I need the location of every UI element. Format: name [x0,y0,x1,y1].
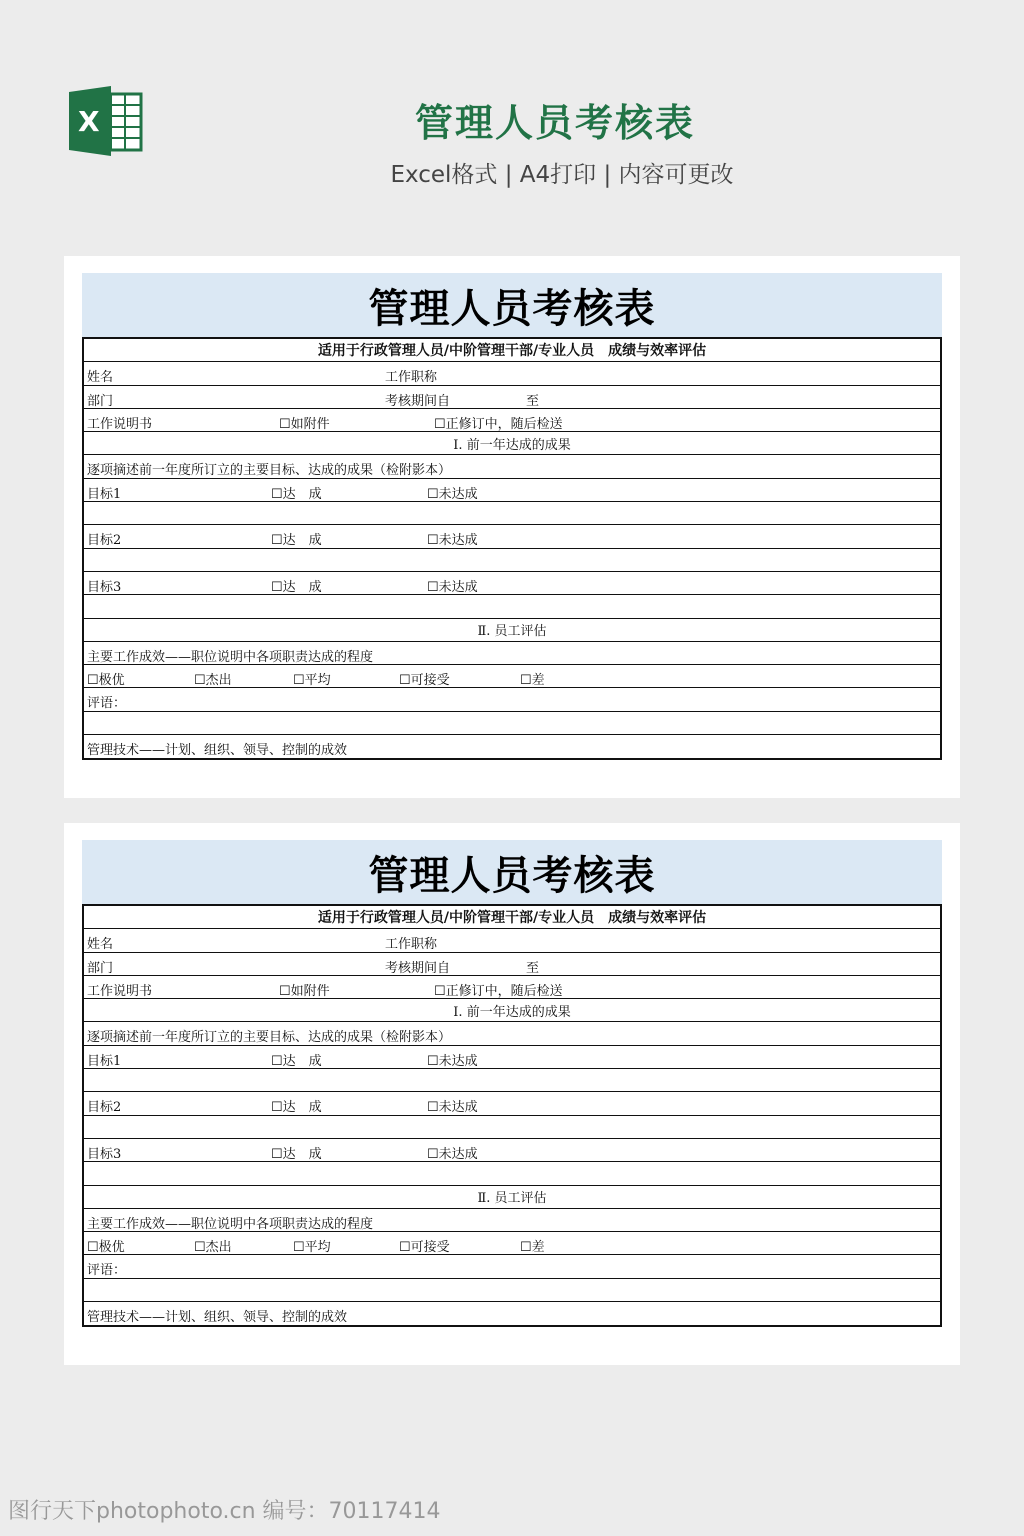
rating-checkbox[interactable]: ☐极优 [87,673,125,689]
revising-checkbox[interactable]: ☐正修订中，随后检送 [434,983,563,999]
not-achieved-checkbox[interactable]: ☐未达成 [427,486,478,502]
scope-text: 适用于行政管理人员/中阶管理干部/专业人员 成绩与效率评估 [317,343,707,360]
name-label: 姓名 [87,370,114,386]
department-row [84,953,940,976]
rating-checkbox[interactable]: ☐杰出 [194,1240,232,1256]
section2-title: Ⅱ. 员工评估 [477,1191,547,1207]
department-label: 部门 [87,393,114,409]
job-desc-label: 工作说明书 [87,983,153,999]
goal-row [84,525,940,548]
page-title: 管理人员考核表 [414,101,695,145]
job-title-label: 工作职称 [385,370,438,386]
main-work-label: 主要工作成效——职位说明中各项职责达成的程度 [87,1216,374,1232]
attached-checkbox[interactable]: ☐如附件 [279,983,330,999]
section1-title: Ⅰ. 前一年达成的成果 [453,1004,571,1020]
mgmt-skill-label: 管理技术——计划、组织、领导、控制的成效 [87,1310,348,1326]
section2-title: Ⅱ. 员工评估 [477,624,547,640]
instruction-row [84,455,940,478]
goal-label: 目标1 [87,1053,122,1069]
job-desc-row [84,976,940,999]
goal-label: 目标2 [87,1100,122,1116]
ratings-row [84,1232,940,1255]
section1-instruction: 逐项摘述前一年度所订立的主要目标、达成的成果（检附影本） [87,463,452,479]
attached-checkbox[interactable]: ☐如附件 [279,416,330,432]
blank-row [84,549,940,572]
svg-text:X: X [78,105,100,138]
not-achieved-checkbox[interactable]: ☐未达成 [427,1146,478,1162]
goal-row [84,1092,940,1115]
name-label: 姓名 [87,937,114,953]
job-desc-row [84,409,940,432]
blank-row [84,502,940,525]
form-preview-card [64,256,960,798]
mgmt-skill-row [84,1302,940,1325]
period-from-label: 考核期间自 [385,393,451,409]
department-row [84,386,940,409]
blank-row [84,595,940,618]
comment-label: 评语： [87,696,127,712]
goal-row [84,1046,940,1069]
not-achieved-checkbox[interactable]: ☐未达成 [427,1100,478,1116]
section1-title: Ⅰ. 前一年达成的成果 [453,437,571,453]
rating-checkbox[interactable]: ☐平均 [293,1240,331,1256]
scope-row [84,339,940,362]
evaluation-sheet [82,273,942,760]
ratings-row [84,665,940,688]
department-label: 部门 [87,960,114,976]
job-desc-label: 工作说明书 [87,416,153,432]
scope-row [84,906,940,929]
sheet-title: 管理人员考核表 [82,273,942,337]
achieved-checkbox[interactable]: ☐达 成 [271,579,322,595]
achieved-checkbox[interactable]: ☐达 成 [271,1100,322,1116]
section1-row [84,999,940,1022]
comment-row [84,688,940,711]
goal-row [84,479,940,502]
not-achieved-checkbox[interactable]: ☐未达成 [427,579,478,595]
blank-row [84,1069,940,1092]
blank-row [84,1116,940,1139]
goal-label: 目标3 [87,579,122,595]
rating-checkbox[interactable]: ☐极优 [87,1240,125,1256]
comment-row [84,1255,940,1278]
job-title-label: 工作职称 [385,937,438,953]
achieved-checkbox[interactable]: ☐达 成 [271,1146,322,1162]
watermark: 图行天下photophoto.cn 编号：70117414 [8,1499,441,1524]
goal-row [84,1139,940,1162]
comment-label: 评语： [87,1263,127,1279]
achieved-checkbox[interactable]: ☐达 成 [271,533,322,549]
section1-row [84,432,940,455]
blank-row [84,1162,940,1185]
goal-row [84,572,940,595]
not-achieved-checkbox[interactable]: ☐未达成 [427,533,478,549]
rating-checkbox[interactable]: ☐平均 [293,673,331,689]
goal-label: 目标3 [87,1146,122,1162]
period-to-label: 至 [526,960,540,976]
page-subtitle: Excel格式 | A4打印 | 内容可更改 [390,162,734,188]
goal-label: 目标1 [87,486,122,502]
name-row [84,929,940,952]
section2-row [84,619,940,642]
achieved-checkbox[interactable]: ☐达 成 [271,486,322,502]
form-grid [82,337,942,760]
form-grid [82,904,942,1327]
not-achieved-checkbox[interactable]: ☐未达成 [427,1053,478,1069]
revising-checkbox[interactable]: ☐正修订中，随后检送 [434,416,563,432]
section1-instruction: 逐项摘述前一年度所订立的主要目标、达成的成果（检附影本） [87,1030,452,1046]
section2-row [84,1186,940,1209]
rating-checkbox[interactable]: ☐差 [520,1240,545,1256]
achieved-checkbox[interactable]: ☐达 成 [271,1053,322,1069]
goal-label: 目标2 [87,533,122,549]
blank-row [84,712,940,735]
period-from-label: 考核期间自 [385,960,451,976]
name-row [84,362,940,385]
sheet-title: 管理人员考核表 [82,840,942,904]
main-work-row [84,1209,940,1232]
main-work-row [84,642,940,665]
mgmt-skill-label: 管理技术——计划、组织、领导、控制的成效 [87,743,348,759]
period-to-label: 至 [526,393,540,409]
main-work-label: 主要工作成效——职位说明中各项职责达成的程度 [87,649,374,665]
mgmt-skill-row [84,735,940,758]
rating-checkbox[interactable]: ☐差 [520,673,545,689]
rating-checkbox[interactable]: ☐可接受 [399,673,450,689]
blank-row [84,1279,940,1302]
form-preview-card [64,823,960,1365]
instruction-row [84,1022,940,1045]
rating-checkbox[interactable]: ☐可接受 [399,1240,450,1256]
scope-text: 适用于行政管理人员/中阶管理干部/专业人员 成绩与效率评估 [317,910,707,927]
evaluation-sheet [82,840,942,1327]
rating-checkbox[interactable]: ☐杰出 [194,673,232,689]
